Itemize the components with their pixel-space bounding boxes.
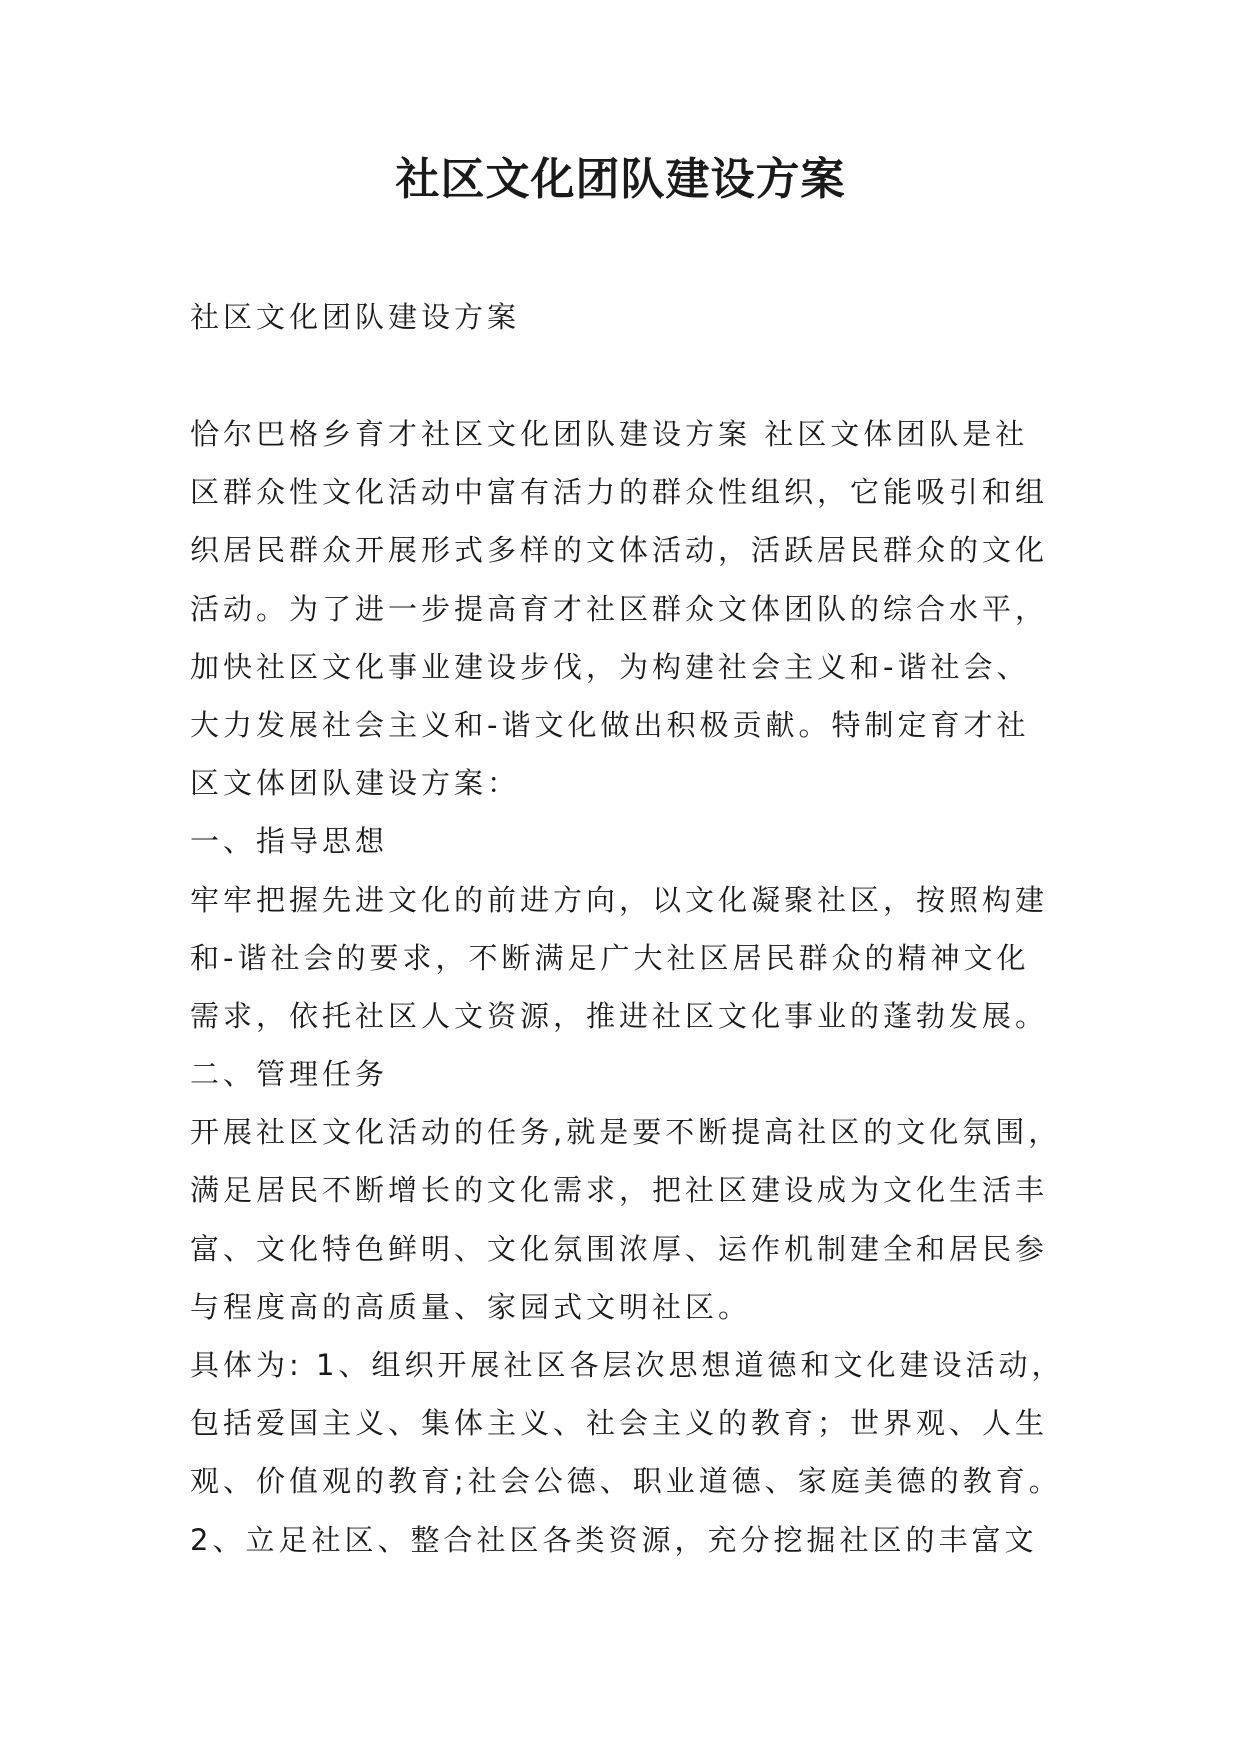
section-heading-management-tasks: 二、管理任务 [190, 1057, 389, 1092]
body-line: 2、立足社区、整合社区各类资源，充分挖掘社区的丰富文 [190, 1522, 1038, 1557]
body-line: 织居民群众开展形式多样的文体活动，活跃居民群众的文化 [190, 533, 1049, 568]
body-line: 与程度高的高质量、家园式文明社区。 [190, 1289, 752, 1324]
body-line: 具体为: 1、组织开展社区各层次思想道德和文化建设活动， [190, 1348, 1065, 1382]
document-title: 社区文化团队建设方案 [395, 154, 846, 205]
body-line: 活动。为了进一步提高育才社区群众文体团队的综合水平， [190, 591, 1049, 626]
document-body [190, 405, 1070, 1569]
document-subtitle: 社区文化团队建设方案 [190, 300, 521, 334]
body-line: 包括爱国主义、集体主义、社会主义的教育；世界观、人生 [190, 1406, 1049, 1441]
body-line: 富、文化特色鲜明、文化氛围浓厚、运作机制建全和居民参 [190, 1231, 1049, 1266]
body-line: 区群众性文化活动中富有活力的群众性组织，它能吸引和组 [190, 475, 1049, 510]
section-heading-guiding-ideology: 一、指导思想 [190, 824, 389, 859]
body-line: 需求，依托社区人文资源，推进社区文化事业的蓬勃发展。 [190, 998, 1049, 1033]
body-line: 加快社区文化事业建设步伐，为构建社会主义和-谐社会、 [190, 649, 1030, 684]
body-line: 区文体团队建设方案： [190, 766, 521, 801]
body-line: 大力发展社会主义和-谐文化做出积极贡献。特制定育才社 [190, 707, 1030, 742]
body-line: 恰尔巴格乡育才社区文化团队建设方案 社区文体团队是社 [190, 417, 1029, 451]
body-line: 和-谐社会的要求，不断满足广大社区居民群众的精神文化 [190, 940, 1030, 975]
body-line: 满足居民不断增长的文化需求，把社区建设成为文化生活丰 [190, 1173, 1049, 1208]
body-line: 观、价值观的教育;社会公德、职业道德、家庭美德的教育。 [190, 1464, 1062, 1499]
body-line: 牢牢把握先进文化的前进方向，以文化凝聚社区，按照构建 [190, 882, 1049, 917]
body-line: 开展社区文化活动的任务,就是要不断提高社区的文化氛围， [190, 1115, 1062, 1150]
